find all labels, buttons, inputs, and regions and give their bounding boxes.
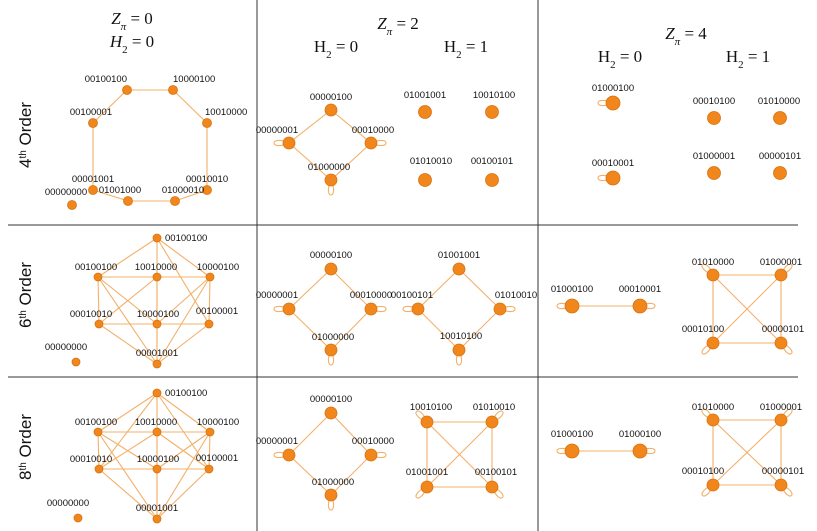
panel-r6c0 (45, 233, 239, 368)
graph-node (124, 197, 133, 206)
graph-edge (331, 413, 371, 455)
node-label: 00000101 (758, 151, 802, 162)
node-label: 10010000 (134, 417, 178, 428)
graph-node (633, 444, 647, 458)
panel-r8c4 (682, 402, 804, 496)
node-label: 00000001 (255, 436, 299, 447)
graph-node (325, 174, 337, 186)
node-label: 00000000 (46, 498, 90, 509)
graph-node (486, 416, 498, 428)
node-label: 10000100 (196, 262, 240, 273)
graph-node (707, 337, 719, 349)
graph-node (774, 167, 787, 180)
node-label: 00000001 (255, 125, 299, 136)
panel-r8c0 (47, 388, 239, 523)
node-label: 00010100 (681, 324, 725, 335)
graph-node (419, 106, 432, 119)
graph-node (171, 197, 180, 206)
graph-node (365, 137, 377, 149)
node-label: 01000000 (311, 332, 355, 343)
graph-node (95, 320, 103, 328)
node-label: 01010010 (409, 156, 453, 167)
graph-edge (331, 309, 371, 350)
panel-r8c1 (256, 394, 394, 510)
graph-node (205, 465, 213, 473)
graph-edge (331, 455, 371, 495)
node-label: 00100001 (195, 306, 239, 317)
graph-node (365, 303, 377, 315)
graph-node (419, 174, 432, 187)
row-label-4th-order: 4th Order (16, 102, 35, 168)
node-label: 00100101 (390, 290, 434, 301)
graph-node (453, 263, 465, 275)
graph-edge (173, 90, 207, 123)
node-label: 00100100 (84, 74, 127, 85)
node-label: 10000100 (136, 454, 180, 465)
graph-node (707, 479, 719, 491)
node-label: 00000101 (761, 466, 805, 477)
node-label: 00010000 (351, 125, 395, 136)
graph-node (325, 104, 337, 116)
node-label: 01001000 (98, 185, 142, 196)
graph-node (153, 273, 161, 281)
graph-edge (459, 269, 500, 309)
node-label: 00010010 (69, 454, 113, 465)
node-label: 01000001 (692, 151, 736, 162)
node-label: 01000001 (759, 402, 803, 413)
panel-r6c3 (551, 284, 661, 313)
subheader-h2-2: $H_2 = 0$ (597, 47, 643, 71)
graph-node (606, 171, 620, 185)
graph-node (486, 106, 499, 119)
node-label: 00010100 (681, 466, 725, 477)
node-label: 10000100 (173, 74, 216, 85)
node-label: 01000000 (307, 162, 351, 173)
graph-node (94, 428, 102, 436)
node-label: 01010000 (691, 402, 735, 413)
panel-r6c1 (256, 250, 392, 365)
panel-r4c4 (693, 96, 801, 180)
graph-panels (45, 74, 804, 523)
node-label: 00100101 (470, 156, 514, 167)
node-label: 10000100 (136, 309, 180, 320)
graph-node (421, 416, 433, 428)
node-label: 00000100 (309, 250, 353, 261)
panel-r8c2 (406, 402, 517, 498)
graph-node (283, 303, 295, 315)
graph-node (123, 86, 132, 95)
graph-node (153, 515, 161, 523)
node-label: 00100001 (195, 453, 239, 464)
node-label: 01001001 (437, 250, 481, 261)
node-label: 01000010 (161, 185, 205, 196)
node-label: 00001001 (135, 503, 179, 514)
panel-r6c2 (391, 250, 537, 365)
graph-node (606, 96, 620, 110)
graph-node (775, 269, 787, 281)
node-label: 01000000 (311, 477, 355, 488)
node-label: 00001001 (135, 348, 179, 359)
graph-node (153, 234, 161, 242)
graph-edge (418, 309, 459, 350)
node-label: 00000000 (44, 342, 88, 353)
row-labels (16, 102, 35, 480)
subheader-h2-1: $H_2 = 1$ (443, 37, 489, 61)
node-label: 01000100 (618, 429, 662, 440)
node-label: 01000100 (550, 284, 594, 295)
node-label: 00000101 (761, 324, 805, 335)
graph-node (365, 449, 377, 461)
node-label: 10010100 (409, 402, 453, 413)
graph-node (708, 112, 721, 125)
graph-edge (289, 269, 331, 309)
graph-node (89, 119, 98, 128)
graph-node (72, 358, 80, 366)
node-label: 00010000 (351, 436, 395, 447)
header-zpi-0: $Z_\pi = 0$ (111, 9, 153, 33)
panel-r4c1 (256, 92, 394, 195)
graph-node (565, 444, 579, 458)
graph-node (206, 273, 214, 281)
node-label: 00000100 (309, 92, 353, 103)
row-label-8th-order: 8th Order (16, 414, 35, 480)
graph-node (283, 137, 295, 149)
node-label: 01010010 (494, 290, 538, 301)
graph-node (325, 344, 337, 356)
graph-node (412, 303, 424, 315)
graph-node (206, 428, 214, 436)
node-label: 00000001 (255, 290, 299, 301)
graph-node (775, 337, 787, 349)
graph-node (494, 303, 506, 315)
graph-node (486, 481, 498, 493)
subheader-h2-0: $H_2 = 0$ (313, 37, 359, 61)
node-label: 10000100 (196, 417, 240, 428)
graph-node (203, 119, 212, 128)
node-label: 01010010 (472, 402, 516, 413)
graph-node (774, 112, 787, 125)
graph-node (707, 414, 719, 426)
node-label: 01000001 (759, 257, 803, 268)
subheader-h2-3: $H_2 = 1$ (725, 47, 771, 71)
graph-node (205, 320, 213, 328)
node-label: 00100101 (474, 467, 518, 478)
node-label: 10010100 (472, 90, 516, 101)
node-label: 01010000 (757, 96, 801, 107)
node-label: 00010010 (185, 174, 229, 185)
header-h2-0: $H_2 = 0$ (109, 32, 155, 56)
node-label: 00010001 (618, 284, 662, 295)
graph-edge (331, 269, 371, 309)
node-label: 01000100 (550, 429, 594, 440)
node-label: 00001001 (71, 174, 115, 185)
graph-node (453, 344, 465, 356)
panel-r8c3 (551, 429, 661, 458)
node-label: 01001001 (403, 90, 447, 101)
graph-node (325, 489, 337, 501)
panel-r4c2 (404, 90, 515, 187)
graph-edge (459, 309, 500, 350)
graph-node (775, 414, 787, 426)
node-label: 01010000 (691, 257, 735, 268)
graph-node (89, 186, 98, 195)
row-label-6th-order: 6th Order (16, 262, 35, 328)
node-label: 00100001 (69, 107, 113, 118)
panel-r4c0 (45, 74, 247, 210)
node-label: 00000100 (309, 394, 353, 405)
node-label: 00100100 (74, 262, 118, 273)
node-label: 00000000 (44, 187, 88, 198)
header-zpi-2: $Z_\pi = 2$ (377, 14, 419, 38)
node-label: 01000100 (591, 83, 635, 94)
graph-node (565, 299, 579, 313)
node-label: 00100100 (165, 388, 208, 399)
graph-edge (418, 269, 459, 309)
node-label: 01001001 (405, 467, 449, 478)
graph-node (153, 465, 161, 473)
graph-edge (289, 413, 331, 455)
node-label: 10010100 (439, 331, 483, 342)
node-label: 00010100 (692, 96, 736, 107)
node-label: 10010000 (205, 107, 248, 118)
node-label: 00100100 (165, 233, 208, 244)
graph-node (153, 389, 161, 397)
graph-node (633, 299, 647, 313)
graph-node (94, 273, 102, 281)
graph-node (708, 167, 721, 180)
graph-node (95, 465, 103, 473)
graph-node (153, 360, 161, 368)
graph-node (283, 449, 295, 461)
node-label: 00010001 (591, 158, 635, 169)
graph-node (421, 481, 433, 493)
graph-node (775, 479, 787, 491)
node-label: 00100100 (74, 417, 118, 428)
header-zpi-4: $Z_\pi = 4$ (665, 24, 707, 48)
graph-node (74, 514, 82, 522)
graph-node (153, 320, 161, 328)
panel-r4c3 (592, 83, 634, 185)
graph-node (153, 428, 161, 436)
graph-edge (289, 455, 331, 495)
node-label: 00010000 (349, 290, 393, 301)
graph-node (325, 263, 337, 275)
graph-node (68, 201, 77, 210)
graph-node (169, 86, 178, 95)
graph-node (707, 269, 719, 281)
node-label: 10010000 (134, 262, 178, 273)
column-headers (109, 9, 770, 71)
node-label: 00010010 (69, 309, 113, 320)
graph-node (325, 407, 337, 419)
graph-node (486, 174, 499, 187)
panel-r6c4 (682, 257, 804, 354)
graph-edge (289, 309, 331, 350)
